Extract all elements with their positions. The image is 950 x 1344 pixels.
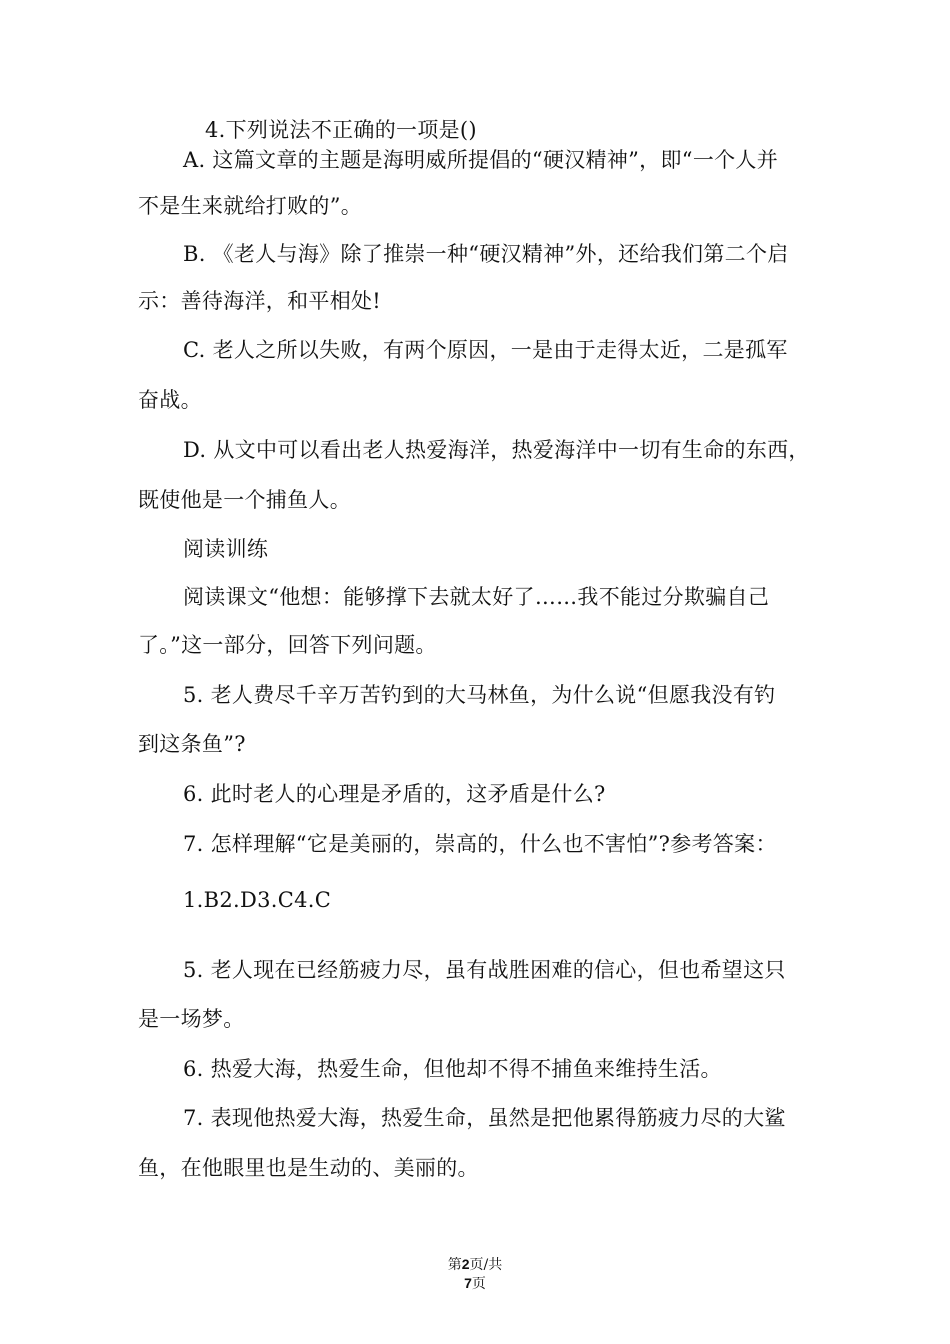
option-c-line-2: 奋战。 bbox=[138, 388, 202, 412]
answer-key-choices: 1.B2.D3.C4.C bbox=[183, 888, 332, 912]
reading-instruction-line-2: 了。”这一部分，回答下列问题。 bbox=[138, 633, 437, 657]
option-a-line-2: 不是生来就给打败的”。 bbox=[138, 194, 363, 218]
question-5-line-1: 5. 老人费尽千辛万苦钓到的大马林鱼，为什么说“但愿我没有钓 bbox=[183, 683, 776, 707]
answer-5-line-2: 是一场梦。 bbox=[138, 1007, 245, 1031]
footer-middle: 页/共 bbox=[469, 1257, 503, 1273]
footer-prefix: 第 bbox=[447, 1257, 462, 1273]
answer-7-line-2: 鱼，在他眼里也是生动的、美丽的。 bbox=[138, 1156, 479, 1180]
option-d-line-1: D. 从文中可以看出老人热爱海洋，热爱海洋中一切有生命的东西， bbox=[183, 438, 810, 462]
section-heading: 阅读训练 bbox=[183, 537, 269, 561]
option-b-line-1: B. 《老人与海》除了推崇一种“硬汉精神”外，还给我们第二个启 bbox=[183, 242, 789, 266]
footer-page-number: 2 bbox=[461, 1256, 470, 1272]
option-a-line-1: A. 这篇文章的主题是海明威所提倡的“硬汉精神”，即“一个人并 bbox=[183, 148, 779, 172]
answer-6: 6. 热爱大海，热爱生命，但他却不得不捕鱼来维持生活。 bbox=[183, 1057, 722, 1081]
question-5-line-2: 到这条鱼”? bbox=[138, 732, 246, 756]
answer-5-line-1: 5. 老人现在已经筋疲力尽，虽有战胜困难的信心，但也希望这只 bbox=[183, 958, 786, 982]
option-b-line-2: 示：善待海洋，和平相处! bbox=[138, 289, 382, 313]
footer-suffix: 页 bbox=[471, 1276, 486, 1292]
question-7: 7. 怎样理解“它是美丽的，崇高的，什么也不害怕”?参考答案： bbox=[183, 832, 777, 856]
answer-7-line-1: 7. 表现他热爱大海，热爱生命，虽然是把他累得筋疲力尽的大鲨 bbox=[183, 1106, 786, 1130]
footer-total-pages: 7 bbox=[464, 1275, 472, 1291]
page-footer-line-2 bbox=[0, 1274, 950, 1293]
reading-instruction-line-1: 阅读课文“他想：能够撑下去就太好了……我不能过分欺骗自己 bbox=[183, 585, 770, 609]
question-4-title: 4.下列说法不正确的一项是() bbox=[205, 118, 477, 142]
question-6: 6. 此时老人的心理是矛盾的，这矛盾是什么? bbox=[183, 782, 606, 806]
option-d-line-2: 既使他是一个捕鱼人。 bbox=[138, 488, 351, 512]
page-footer-line-1 bbox=[0, 1255, 950, 1274]
option-c-line-1: C. 老人之所以失败，有两个原因，一是由于走得太近，二是孤军 bbox=[183, 338, 788, 362]
